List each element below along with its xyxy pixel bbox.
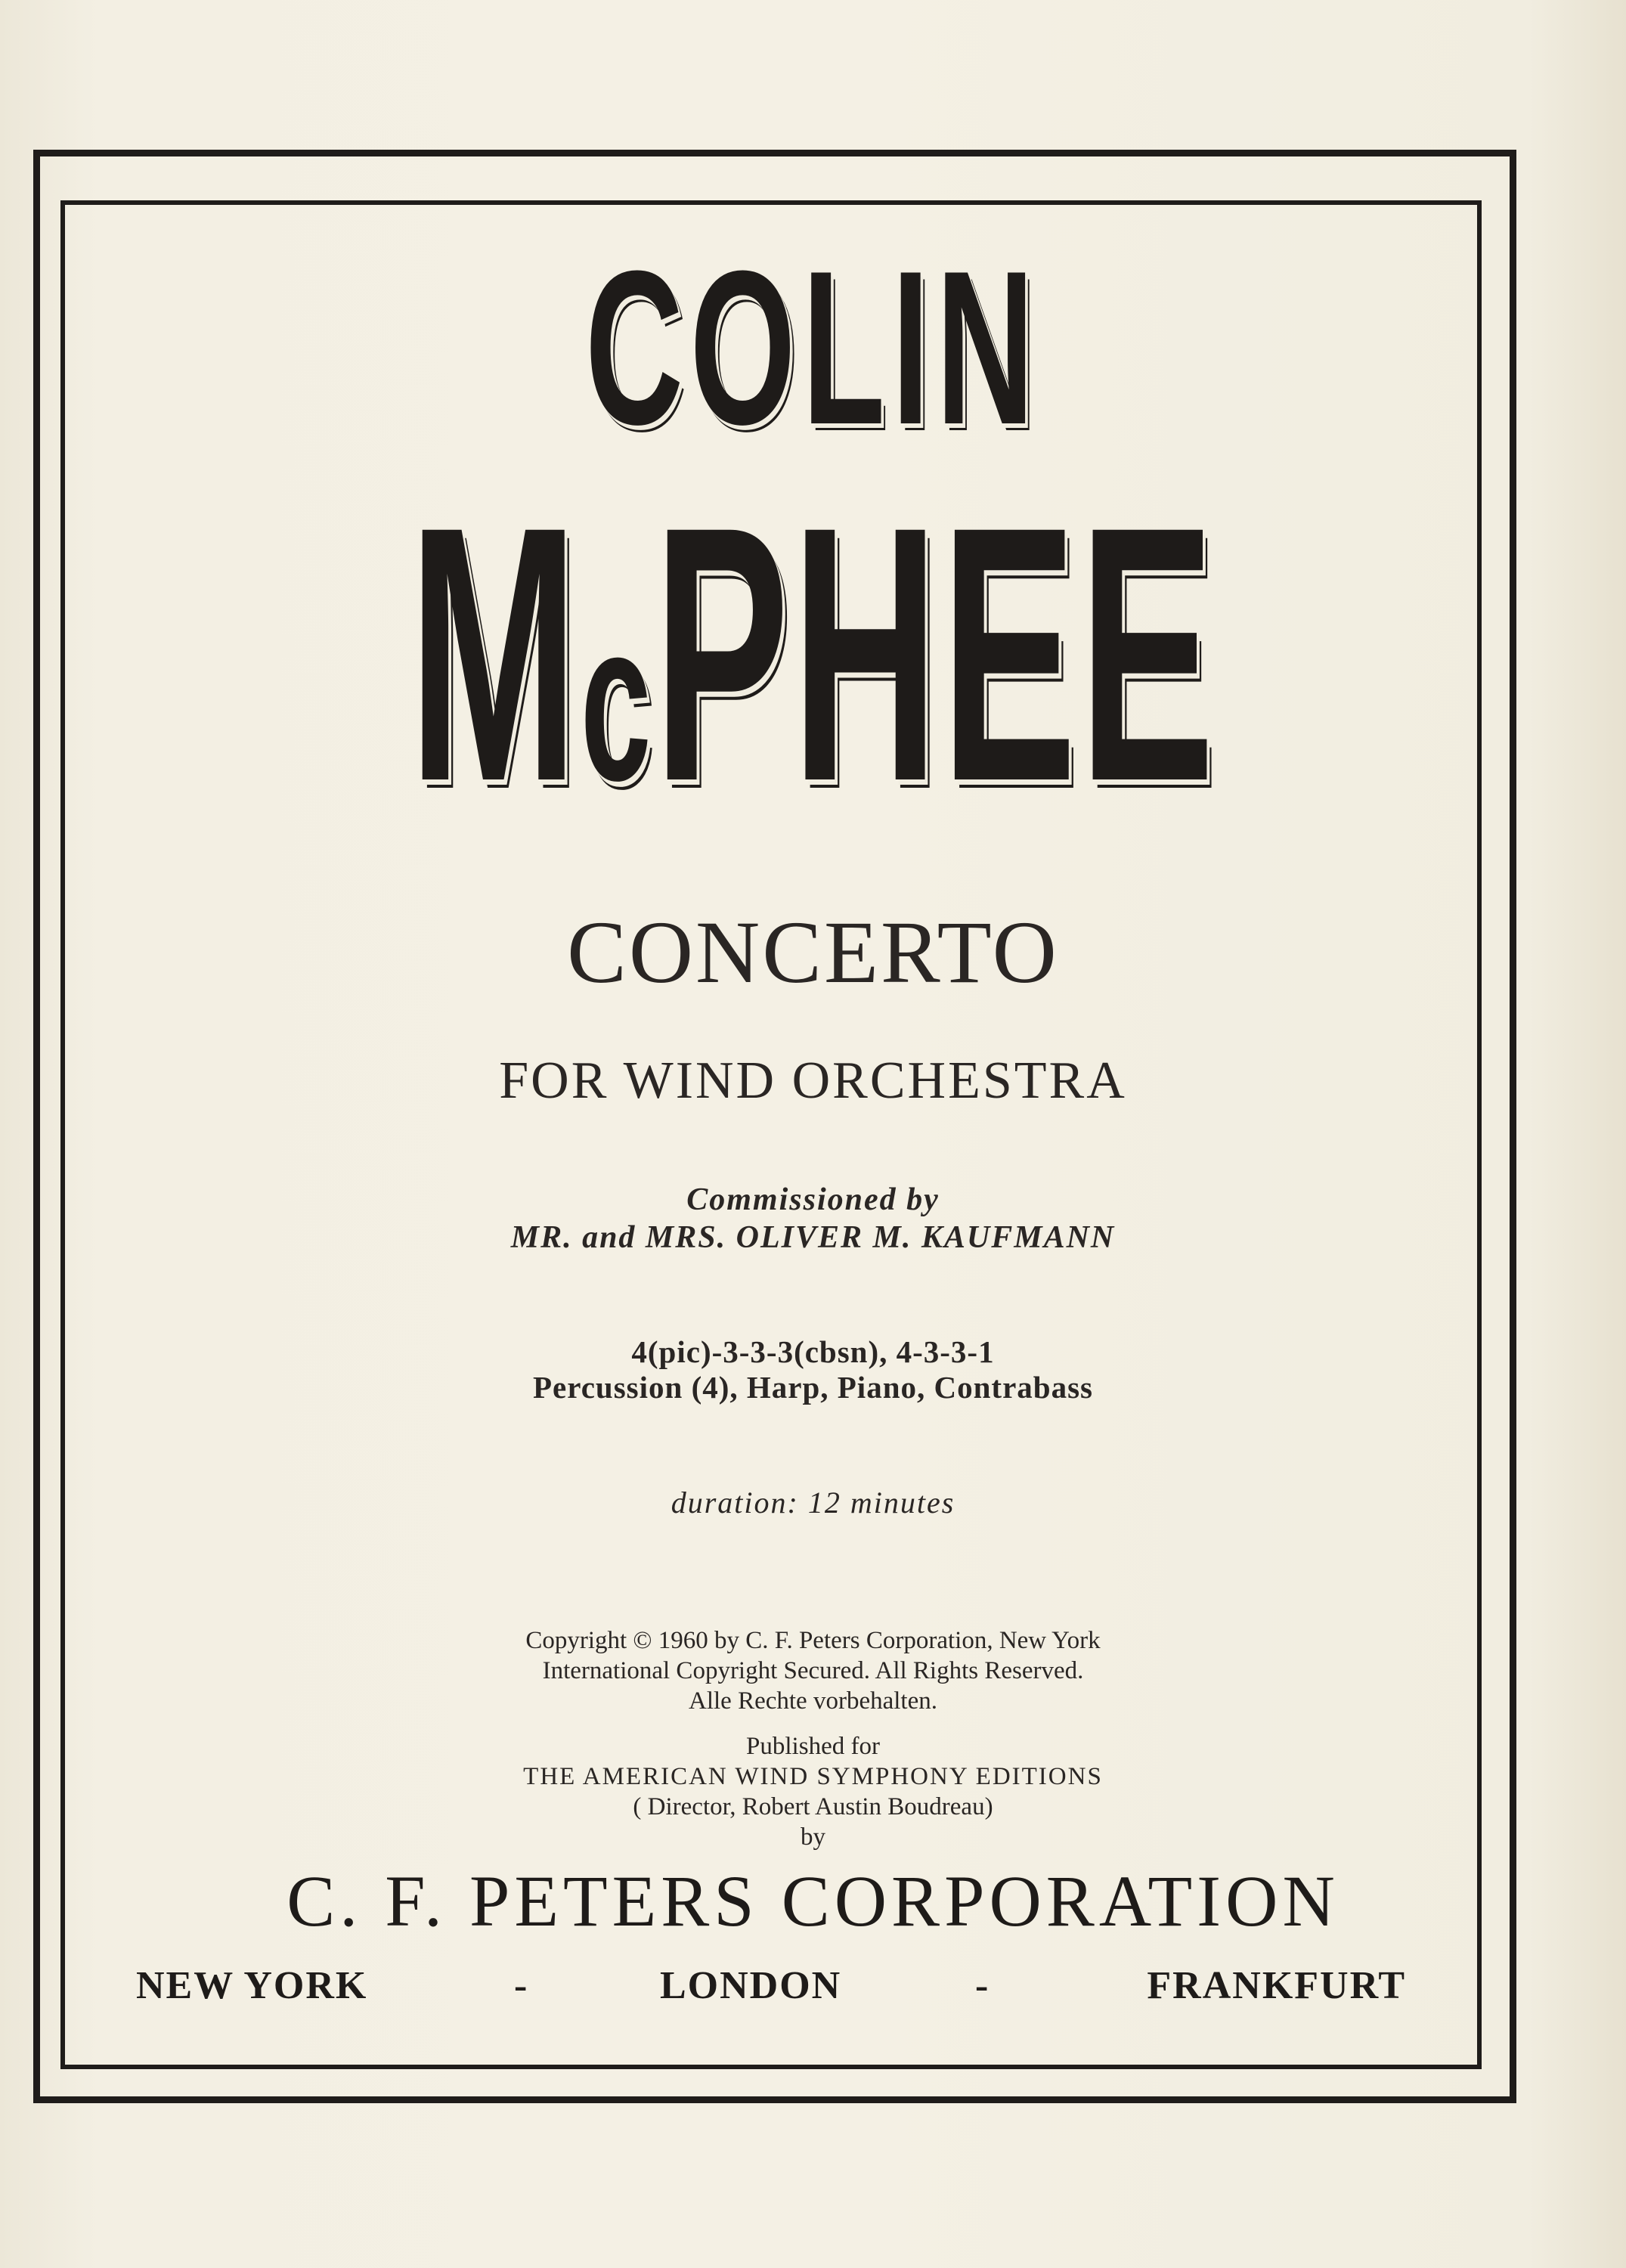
city-separator: - xyxy=(514,1964,529,2007)
city-separator: - xyxy=(975,1964,990,2007)
city-london: LONDON xyxy=(660,1964,842,2007)
commission-line-2: MR. and MRS. OLIVER M. KAUFMANN xyxy=(510,1220,1116,1255)
instrumentation-line-2: Percussion (4), Harp, Piano, Contrabass xyxy=(533,1370,1093,1405)
composer-last-name xyxy=(358,451,1268,878)
last-name-prefix: M xyxy=(408,451,581,857)
publication-line-1: Published for xyxy=(746,1733,880,1760)
city-frankfurt: FRANKFURT xyxy=(1147,1964,1406,2007)
publisher-name: C. F. PETERS CORPORATION xyxy=(286,1861,1340,1941)
publisher-cities xyxy=(136,1960,1406,2012)
copyright-line-3: Alle Rechte vorbehalten. xyxy=(689,1687,937,1715)
publication-line-3: ( Director, Robert Austin Boudreau) xyxy=(633,1793,993,1820)
composer-first-name: COLIN xyxy=(585,225,1041,470)
last-name-main: PHEE xyxy=(653,451,1218,857)
instrumentation-line-1: 4(pic)-3-3-3(cbsn), 4-3-3-1 xyxy=(631,1334,995,1369)
copyright-line-1: Copyright © 1960 by C. F. Peters Corporation, New York xyxy=(525,1627,1101,1654)
publication-line-4: by xyxy=(801,1823,825,1851)
publication-line-2: THE AMERICAN WIND SYMPHONY EDITIONS xyxy=(523,1763,1103,1790)
city-new-york: NEW YORK xyxy=(136,1964,368,2007)
commission-line-1: Commissioned by xyxy=(686,1182,940,1217)
last-name-prefix-small: c xyxy=(581,574,654,828)
duration: duration: 12 minutes xyxy=(671,1486,955,1520)
work-title: CONCERTO xyxy=(567,903,1059,1002)
work-subtitle: FOR WIND ORCHESTRA xyxy=(499,1052,1127,1110)
copyright-line-2: International Copyright Secured. All Rights Reserved. xyxy=(542,1657,1084,1684)
